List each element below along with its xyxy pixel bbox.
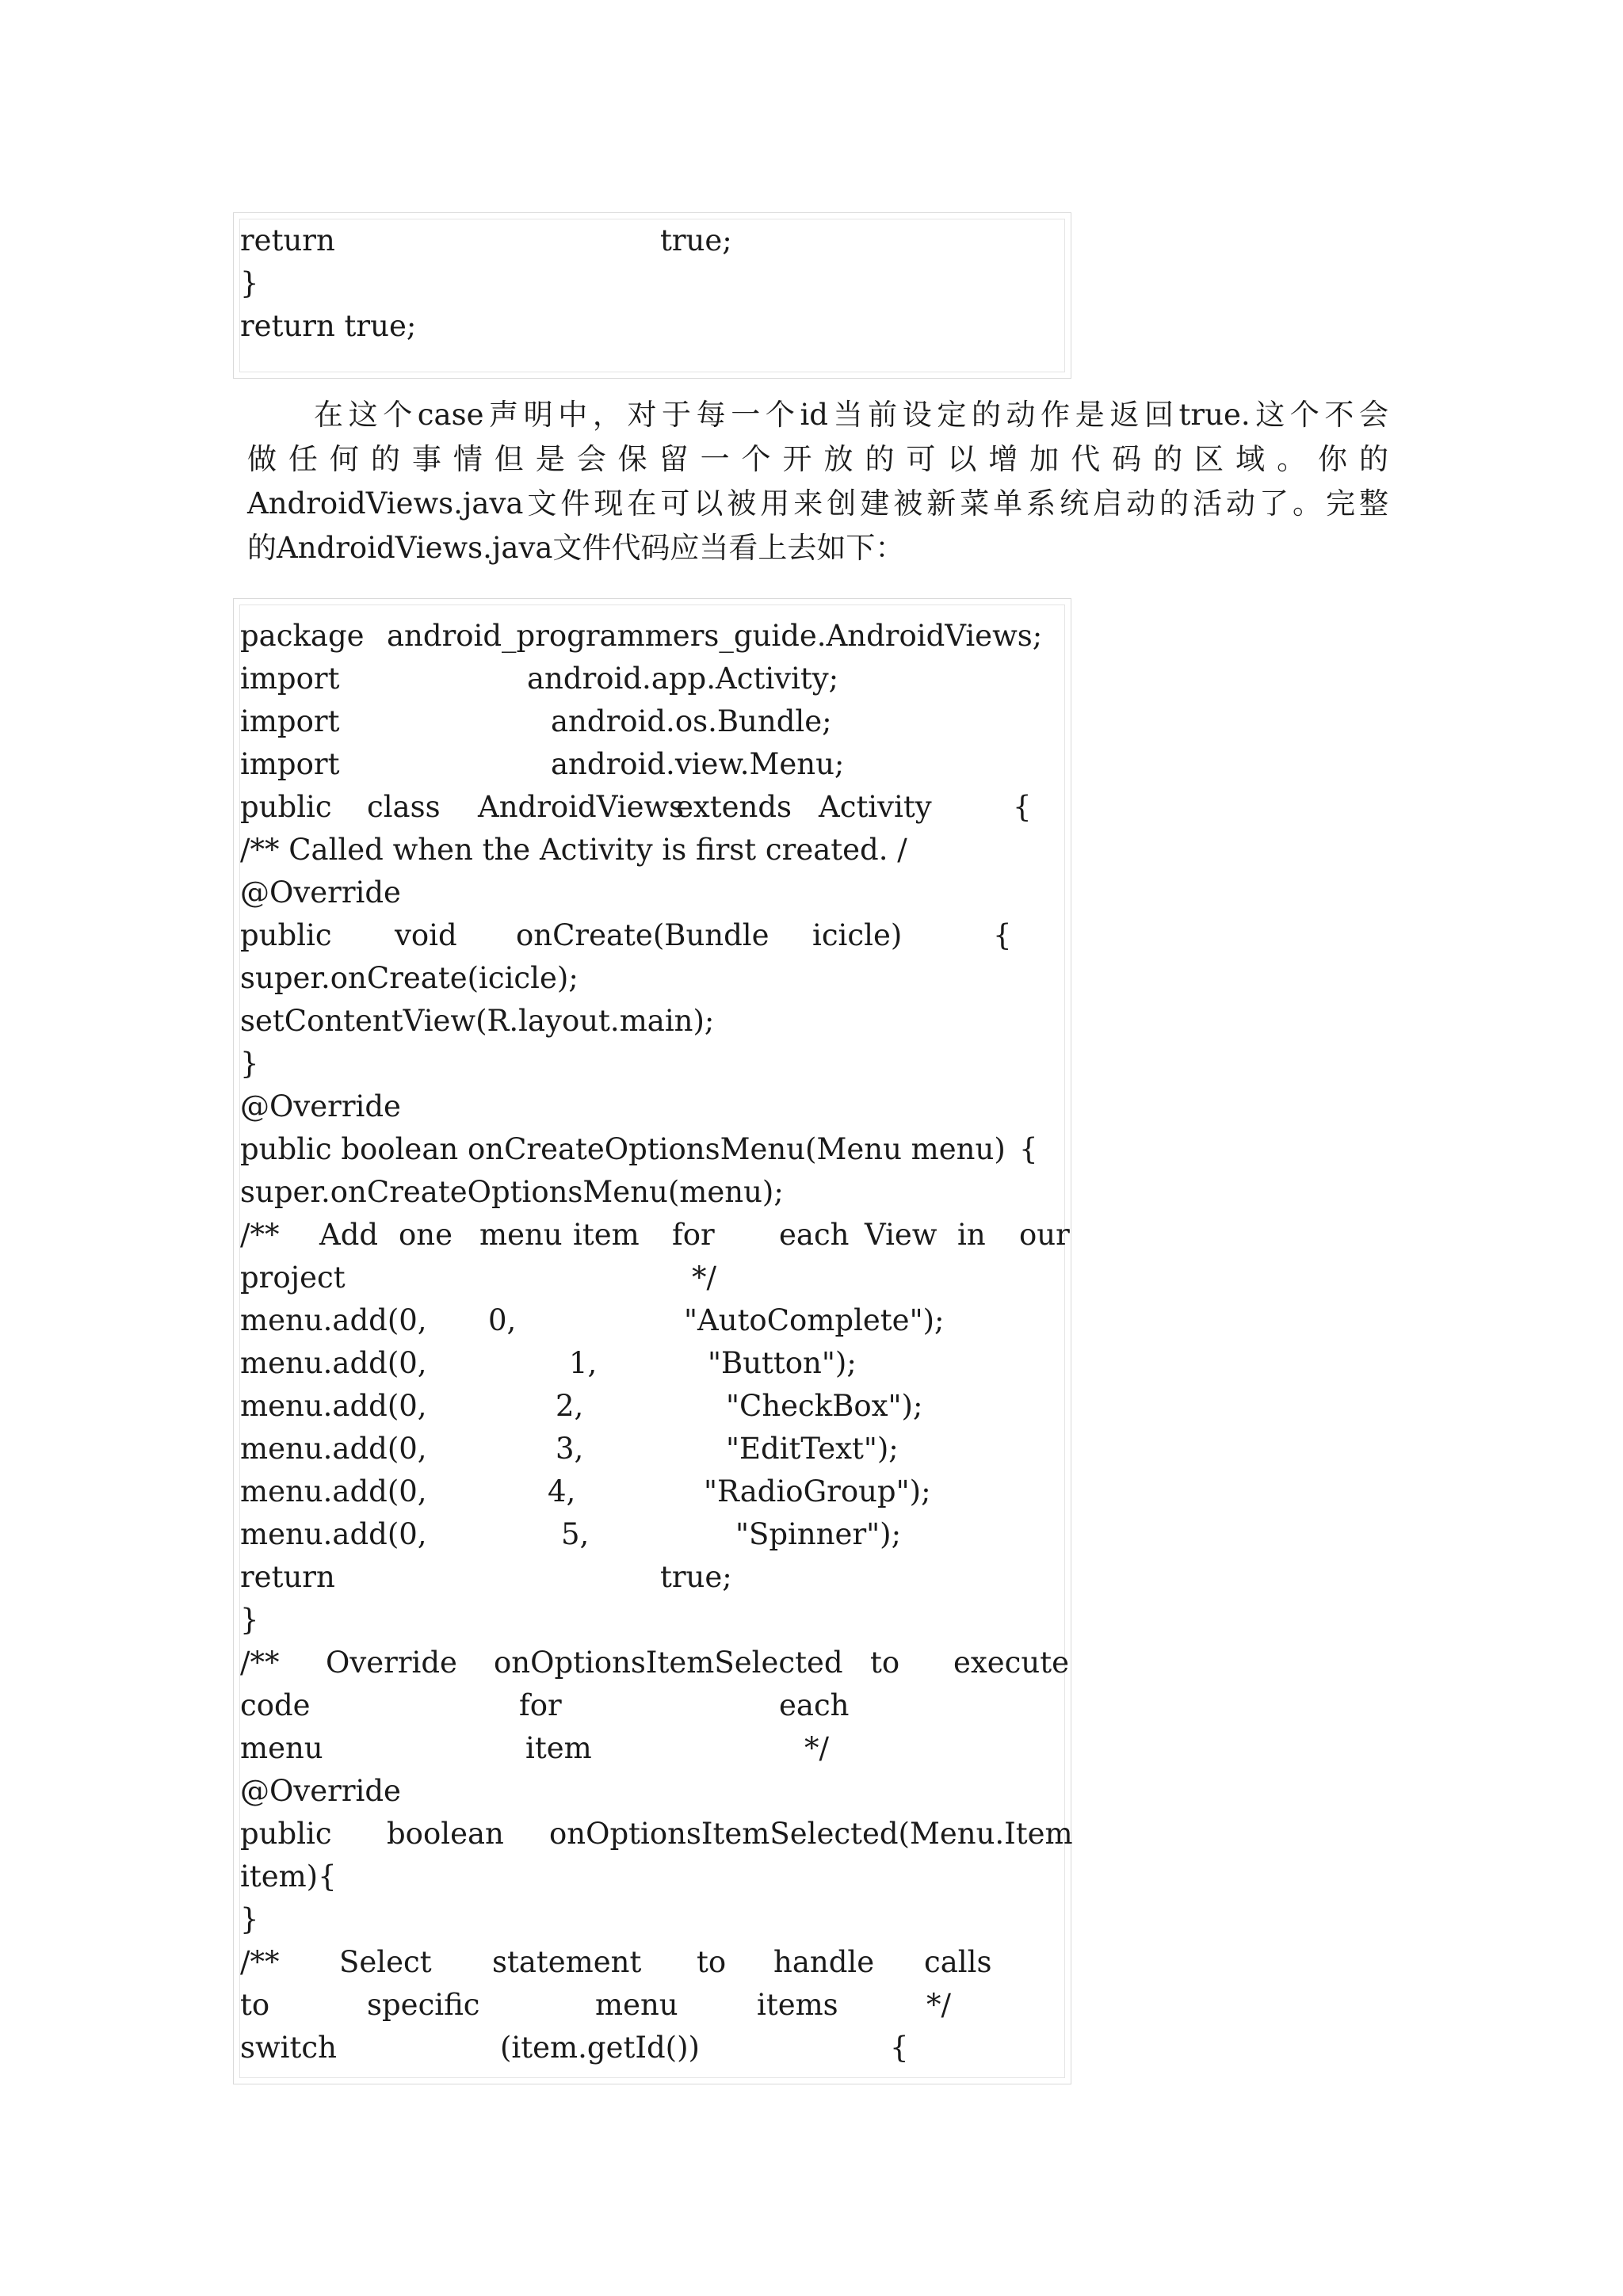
code-token: /** xyxy=(240,1218,280,1252)
code-token: public xyxy=(240,1817,332,1851)
code-token: our xyxy=(1019,1218,1070,1252)
code-token: class xyxy=(367,790,441,824)
code-token: /** xyxy=(240,1945,280,1979)
code-token: true; xyxy=(660,223,732,257)
code-block-2-inner xyxy=(239,605,1073,2078)
code-token: super.onCreate(icicle); xyxy=(240,961,579,995)
code-line xyxy=(240,1599,1067,1642)
code-line xyxy=(240,1214,1070,1257)
code-token: menu.add(0, xyxy=(240,1432,427,1466)
code-token: import xyxy=(240,747,340,781)
code-line xyxy=(240,615,1067,658)
body-paragraph xyxy=(247,393,1388,570)
code-token: return true; xyxy=(240,309,417,343)
code-line xyxy=(240,1299,1067,1342)
code-token: Activity xyxy=(819,790,932,824)
code-token: project xyxy=(240,1261,346,1295)
code-token: icicle) xyxy=(812,918,903,952)
code-token: boolean xyxy=(387,1817,504,1851)
code-token: handle xyxy=(773,1945,875,1979)
code-token: "CheckBox"); xyxy=(726,1389,923,1423)
code-token: { xyxy=(1019,1132,1038,1166)
code-line xyxy=(240,914,1067,957)
code-line xyxy=(240,1128,1067,1171)
code-block-2 xyxy=(233,598,1071,2084)
code-token: setContentView(R.layout.main); xyxy=(240,1004,715,1038)
code-token: menu.add(0, xyxy=(240,1517,427,1551)
code-token: menu.add(0, xyxy=(240,1346,427,1380)
code-line xyxy=(240,658,1067,700)
code-token: statement xyxy=(492,1945,642,1979)
code-token: menu.add(0, xyxy=(240,1474,427,1508)
paragraph-line: AndroidViews.java文件现在可以被用来创建被新菜单系统启动的活动了。完整 xyxy=(247,486,1388,521)
code-line xyxy=(240,786,1067,829)
code-token: "EditText"); xyxy=(726,1432,899,1466)
code-token: menu xyxy=(240,1731,323,1765)
code-token: 0, xyxy=(488,1303,517,1337)
code-line xyxy=(240,1470,1067,1513)
code-token: @Override xyxy=(240,1089,401,1123)
code-line xyxy=(240,957,1067,1000)
code-token: execute xyxy=(953,1646,1069,1680)
code-line xyxy=(240,1257,1067,1299)
code-token: calls xyxy=(924,1945,992,1979)
code-line xyxy=(240,2027,1067,2069)
code-token: to xyxy=(697,1945,727,1979)
code-token: "Spinner"); xyxy=(735,1517,902,1551)
code-token: onOptionsItemSelected(Menu.Item xyxy=(549,1817,1073,1851)
code-line xyxy=(240,1984,1067,2027)
code-line xyxy=(240,1043,1067,1085)
code-token: 1, xyxy=(569,1346,598,1380)
code-block-1-inner xyxy=(239,219,1065,372)
code-token: 3, xyxy=(556,1432,584,1466)
code-token: Select xyxy=(339,1945,432,1979)
code-token: items xyxy=(757,1988,838,2022)
code-line xyxy=(240,1342,1067,1385)
code-line xyxy=(240,305,1067,348)
code-line xyxy=(240,1513,1067,1556)
code-token: item xyxy=(525,1731,592,1765)
code-token: for xyxy=(672,1218,715,1252)
paragraph-line: 做任何的事情但是会保留一个开放的可以增加代码的区域。你的 xyxy=(247,442,1388,476)
code-line xyxy=(240,871,1067,914)
code-token: return xyxy=(240,223,335,257)
code-line xyxy=(240,1770,1067,1813)
code-line xyxy=(240,1855,1067,1898)
code-line xyxy=(240,1813,1073,1855)
code-token: (item.getId()) xyxy=(500,2031,700,2065)
code-line xyxy=(240,1085,1067,1128)
code-token: menu xyxy=(595,1988,678,2022)
code-token: public boolean onCreateOptionsMenu(Menu menu) xyxy=(240,1132,1006,1166)
code-line xyxy=(240,1684,1067,1727)
paragraph-line: 在这个case声明中，对于每一个id当前设定的动作是返回true.这个不会 xyxy=(314,398,1388,432)
code-token: for xyxy=(519,1688,562,1722)
code-line xyxy=(240,219,1067,262)
code-token: } xyxy=(240,266,259,300)
code-token: return xyxy=(240,1560,335,1594)
code-line xyxy=(240,743,1067,786)
code-token: */ xyxy=(692,1261,716,1295)
code-token: /** Called when the Activity is first created. / xyxy=(240,833,907,867)
code-block-1 xyxy=(233,212,1071,379)
code-token: menu xyxy=(479,1218,563,1252)
code-line xyxy=(240,1941,1067,1984)
code-token: android_programmers_guide.AndroidViews; xyxy=(387,619,1043,653)
code-token: } xyxy=(240,1047,259,1081)
code-token: to xyxy=(870,1646,900,1680)
code-token: { xyxy=(993,918,1012,952)
code-line xyxy=(240,1385,1067,1428)
code-token: { xyxy=(890,2031,909,2065)
code-token: */ xyxy=(926,1988,951,2022)
code-line xyxy=(240,1898,1067,1941)
code-token: View xyxy=(865,1218,938,1252)
code-token: onCreate(Bundle xyxy=(516,918,769,952)
code-token: Add xyxy=(319,1218,379,1252)
code-token: /** xyxy=(240,1646,280,1680)
code-token: */ xyxy=(804,1731,829,1765)
code-token: in xyxy=(957,1218,986,1252)
code-line xyxy=(240,1556,1067,1599)
code-token: 4, xyxy=(548,1474,576,1508)
code-token: 2, xyxy=(556,1389,584,1423)
code-token: android.view.Menu; xyxy=(551,747,845,781)
code-token: "RadioGroup"); xyxy=(704,1474,931,1508)
code-line xyxy=(240,1000,1067,1043)
code-token: public xyxy=(240,790,332,824)
code-token: super.onCreateOptionsMenu(menu); xyxy=(240,1175,784,1209)
code-token: specific xyxy=(367,1988,480,2022)
code-line xyxy=(240,1171,1067,1214)
code-token: menu.add(0, xyxy=(240,1303,427,1337)
code-token: @Override xyxy=(240,1774,401,1808)
code-token: menu.add(0, xyxy=(240,1389,427,1423)
code-token: to xyxy=(240,1988,270,2022)
code-token: switch xyxy=(240,2031,337,2065)
code-token: each xyxy=(779,1688,850,1722)
paragraph-line: 的AndroidViews.java文件代码应当看上去如下： xyxy=(247,531,905,565)
code-token: extends xyxy=(676,790,792,824)
code-token: Override xyxy=(326,1646,457,1680)
code-token: import xyxy=(240,662,340,696)
code-token: } xyxy=(240,1603,259,1637)
code-token: "AutoComplete"); xyxy=(684,1303,945,1337)
code-token: package xyxy=(240,619,365,653)
code-token: import xyxy=(240,704,340,738)
code-token: void xyxy=(395,918,457,952)
code-token: onOptionsItemSelected xyxy=(494,1646,843,1680)
code-token: AndroidViews xyxy=(478,790,685,824)
code-token: "Button"); xyxy=(708,1346,857,1380)
code-token: } xyxy=(240,1902,259,1936)
code-token: one xyxy=(399,1218,453,1252)
code-token: each xyxy=(779,1218,850,1252)
code-line xyxy=(240,1727,1067,1770)
code-token: code xyxy=(240,1688,311,1722)
code-token: android.os.Bundle; xyxy=(551,704,832,738)
code-token: item){ xyxy=(240,1859,337,1894)
code-line xyxy=(240,1428,1067,1470)
code-token: @Override xyxy=(240,875,401,910)
code-line xyxy=(240,1642,1067,1684)
code-token: public xyxy=(240,918,332,952)
code-line xyxy=(240,700,1067,743)
code-token: { xyxy=(1013,790,1032,824)
code-line xyxy=(240,829,1067,871)
code-token: 5, xyxy=(561,1517,590,1551)
code-token: android.app.Activity; xyxy=(527,662,839,696)
code-token: item xyxy=(573,1218,640,1252)
code-line xyxy=(240,262,1067,305)
code-token: true; xyxy=(660,1560,732,1594)
